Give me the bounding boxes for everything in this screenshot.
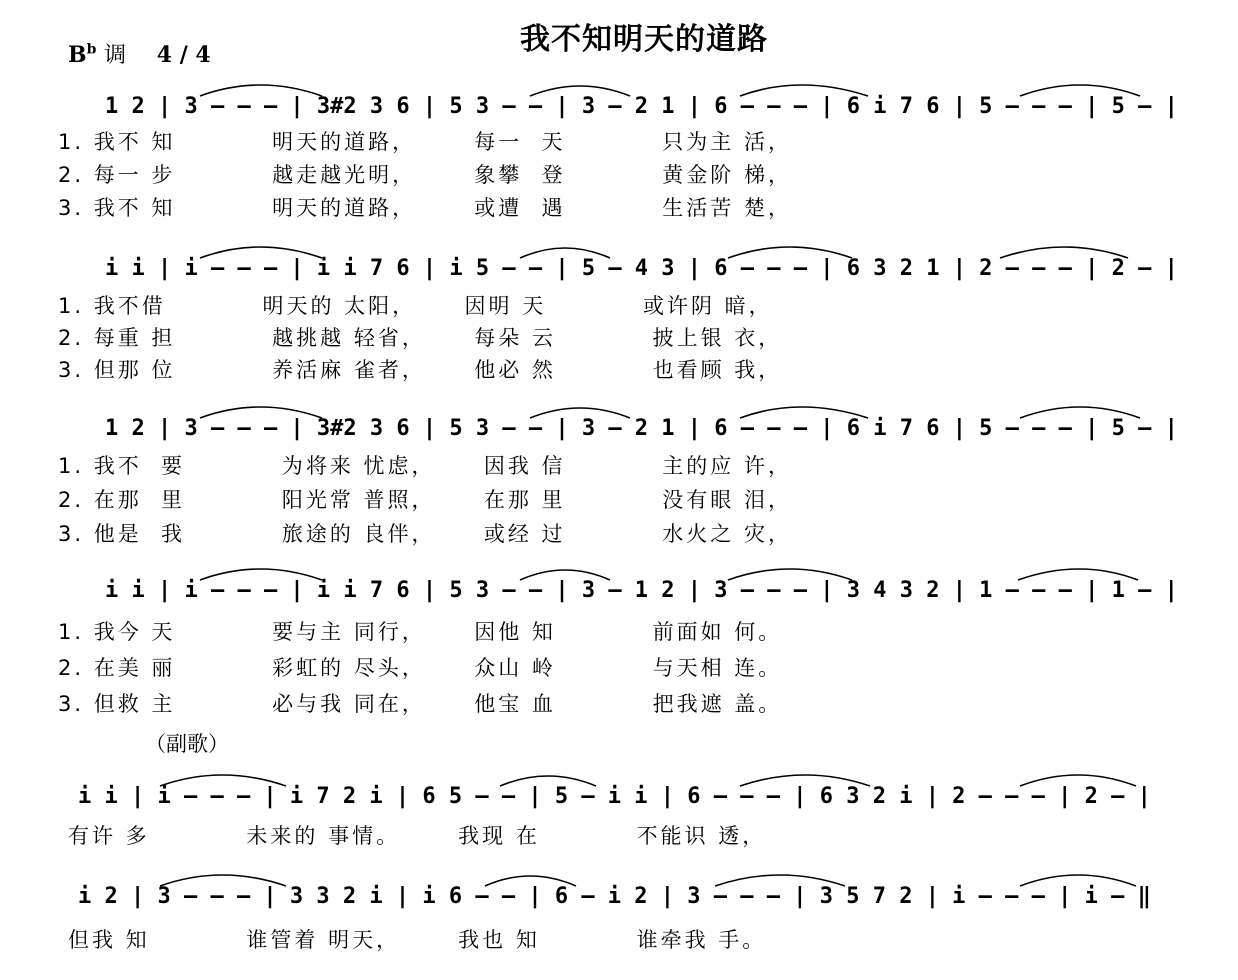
notation-line: 1 2 | 3 — — — | 3#2 3 6 | 5 3 — — | 3 — 2 1 | 6 — — — | 6 i 7 6 | 5 — — — | 5 — | xyxy=(105,416,1178,441)
key-flat: b xyxy=(86,41,97,58)
notation-line: i i | i — — — | i i 7 6 | i 5 — — | 5 — 4 3 | 6 — — — | 6 3 2 1 | 2 — — — | 2 — | xyxy=(105,256,1178,281)
chorus-score-line-2 xyxy=(0,880,1238,914)
notation-line: i 2 | 3 — — — | 3 3 2 i | i 6 — — | 6 — i 2 | 3 — — — | 3 5 7 2 | i — — — | i — ‖ xyxy=(78,884,1151,909)
time-signature: 4 / 4 xyxy=(156,42,211,68)
lyric-line: 3. 但救 主 必与我 同在， 他宝 血 把我遮 盖。 xyxy=(58,692,783,716)
key-label: 调 xyxy=(104,43,127,68)
key-letter: B xyxy=(68,42,87,68)
lyric-line: 2. 在那 里 阳光常 普照， 在那 里 没有眼 泪， xyxy=(58,488,792,512)
score-line-4 xyxy=(0,574,1238,608)
notation-line: i i | i — — — | i 7 2 i | 6 5 — — | 5 — i i | 6 — — — | 6 3 2 i | 2 — — — | 2 — | xyxy=(78,784,1151,809)
lyric-line: 但我 知 谁管着 明天， 我也 知 谁牵我 手。 xyxy=(68,928,767,952)
lyric-line: 2. 每重 担 越挑越 轻省， 每朵 云 披上银 衣， xyxy=(58,326,783,350)
lyric-line: 2. 在美 丽 彩虹的 尽头， 众山 岭 与天相 连。 xyxy=(58,656,783,680)
score-line-2 xyxy=(0,252,1238,286)
lyric-line: 1. 我不 知 明天的道路， 每一 天 只为主 活， xyxy=(58,130,792,154)
chorus-label: （副歌） xyxy=(145,732,229,756)
song-title: 我不知明天的道路 xyxy=(520,22,768,57)
lyric-line: 有许 多 未来的 事情。 我现 在 不能识 透， xyxy=(68,824,767,848)
lyric-line: 3. 我不 知 明天的道路， 或遭 遇 生活苦 楚， xyxy=(58,196,792,220)
key-signature xyxy=(68,38,211,69)
notation-line: i i | i — — — | i i 7 6 | 5 3 — — | 3 — 1 2 | 3 — — — | 3 4 3 2 | 1 — — — | 1 — | xyxy=(105,578,1178,603)
lyric-line: 3. 他是 我 旅途的 良伴， 或经 过 水火之 灾， xyxy=(58,522,792,546)
notation-line: 1 2 | 3 — — — | 3#2 3 6 | 5 3 — — | 3 — 2 1 | 6 — — — | 6 i 7 6 | 5 — — — | 5 — | xyxy=(105,94,1178,119)
lyric-line: 3. 但那 位 养活麻 雀者， 他必 然 也看顾 我， xyxy=(58,358,783,382)
lyric-line: 1. 我今 天 要与主 同行， 因他 知 前面如 何。 xyxy=(58,620,783,644)
chorus-score-line-1 xyxy=(0,780,1238,814)
lyric-line: 1. 我不借 明天的 太阳， 因明 天 或许阴 暗， xyxy=(58,294,773,318)
score-line-3 xyxy=(0,412,1238,446)
score-line-1 xyxy=(0,90,1238,124)
lyric-line: 2. 每一 步 越走越光明， 象攀 登 黄金阶 梯， xyxy=(58,163,792,187)
lyric-line: 1. 我不 要 为将来 忧虑， 因我 信 主的应 许， xyxy=(58,454,792,478)
